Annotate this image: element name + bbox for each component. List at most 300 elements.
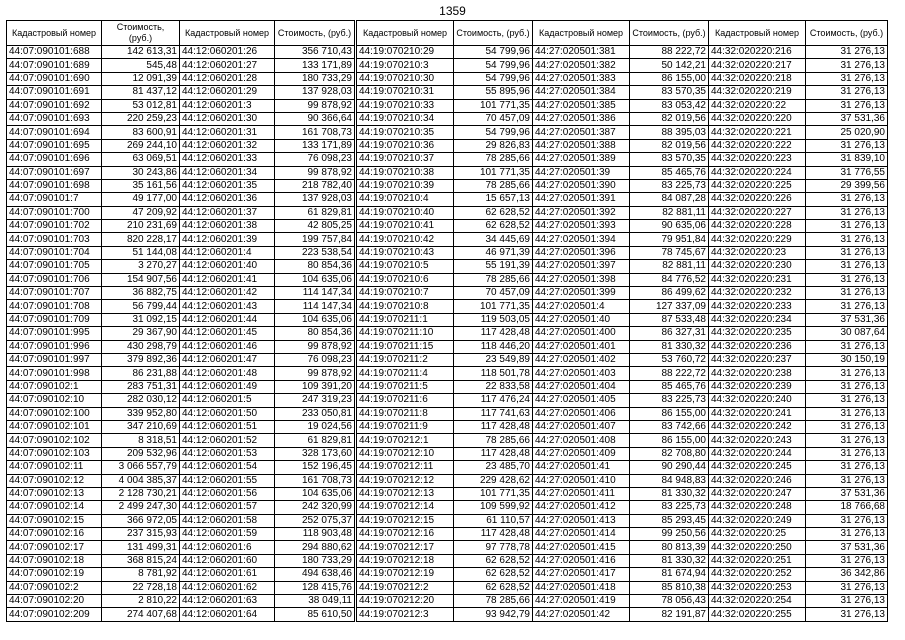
cost-value: 22 728,18 [102,581,180,594]
cadastral-number: 44:07:090101:695 [7,139,102,152]
table-row [709,260,888,273]
table-row [709,608,888,621]
cost-value: 31 276,13 [806,461,888,474]
cost-value: 85 465,76 [630,380,709,393]
cost-value: 49 177,00 [102,193,180,206]
cadastral-number: 44:32:020220:240 [709,394,806,407]
cost-value: 30 243,86 [102,166,180,179]
cadastral-number: 44:32:020220:244 [709,447,806,460]
table-row [709,327,888,340]
table-row [709,86,888,99]
table-row [533,287,709,300]
cost-value: 29 367,90 [102,327,180,340]
cost-value: 117 428,48 [454,528,533,541]
table-row [7,327,180,340]
table-row [709,554,888,567]
table-row [7,340,180,353]
cadastral-number: 44:27:020501:410 [533,474,630,487]
cost-value: 117 476,24 [454,394,533,407]
cost-header: Стоимость, (руб.) [454,21,533,46]
table-row [7,193,180,206]
cost-value: 61 110,57 [454,514,533,527]
table-row [180,501,355,514]
cost-value: 80 854,36 [275,327,355,340]
cost-value: 247 319,23 [275,394,355,407]
cost-value: 31 276,13 [806,193,888,206]
cost-value: 99 878,92 [275,340,355,353]
table-row [709,514,888,527]
cadastral-number: 44:12:060201:62 [180,581,275,594]
table-row [709,287,888,300]
table-row [180,206,355,219]
table-header-row [180,21,355,46]
table-row [709,193,888,206]
cadastral-number-header: Кадастровый номер [180,21,275,46]
cost-value: 31 276,13 [806,246,888,259]
cadastral-number: 44:07:090102:101 [7,420,102,433]
table-row [357,487,533,500]
cost-value: 117 741,63 [454,407,533,420]
cost-value: 84 087,28 [630,193,709,206]
table-row [357,153,533,166]
table-row [709,394,888,407]
cadastral-number: 44:27:020501:412 [533,501,630,514]
cost-table-4 [532,20,709,622]
cost-value: 83 742,66 [630,420,709,433]
table-row [709,206,888,219]
table-row [533,608,709,621]
cadastral-number: 44:07:090101:696 [7,153,102,166]
table-row [357,287,533,300]
table-row [180,179,355,192]
cadastral-number: 44:32:020220:218 [709,72,806,85]
cadastral-number: 44:19:070210:33 [357,99,454,112]
cost-value: 31 276,13 [806,420,888,433]
table-row [357,461,533,474]
table-row [357,86,533,99]
cadastral-number-header: Кадастровый номер [357,21,454,46]
cost-value: 90 366,64 [275,112,355,125]
cost-value: 31 276,13 [806,514,888,527]
cost-value: 99 878,92 [275,367,355,380]
cost-value: 99 250,56 [630,528,709,541]
table-row [357,59,533,72]
table-row [709,179,888,192]
cost-value: 2 499 247,30 [102,501,180,514]
cost-value: 99 878,92 [275,166,355,179]
cost-value: 283 751,31 [102,380,180,393]
cadastral-number: 44:07:090102:11 [7,461,102,474]
cost-value: 101 771,35 [454,99,533,112]
table-row [357,260,533,273]
table-row [709,59,888,72]
table-row [533,327,709,340]
table-row [7,501,180,514]
cost-value: 31 276,13 [806,72,888,85]
cost-value: 820 228,17 [102,233,180,246]
cost-value: 8 781,92 [102,568,180,581]
cadastral-number: 44:32:020220:230 [709,260,806,273]
table-row [533,568,709,581]
table-row [709,528,888,541]
cost-value: 31 276,13 [806,260,888,273]
table-row [180,126,355,139]
table-row [180,353,355,366]
table-row [533,407,709,420]
table-row [7,220,180,233]
cadastral-number: 44:07:090102:16 [7,528,102,541]
cost-value: 210 231,69 [102,220,180,233]
table-row [7,541,180,554]
cadastral-number: 44:19:070210:36 [357,139,454,152]
cadastral-number: 44:32:020220:241 [709,407,806,420]
cadastral-number: 44:07:090102:103 [7,447,102,460]
cadastral-number: 44:07:090101:704 [7,246,102,259]
cadastral-number: 44:32:020220:254 [709,595,806,608]
cadastral-number: 44:12:060201:55 [180,474,275,487]
cadastral-number: 44:32:020220:250 [709,541,806,554]
table-row [709,380,888,393]
cost-value: 119 503,05 [454,313,533,326]
table-row [180,59,355,72]
cost-value: 46 971,39 [454,246,533,259]
cost-value: 61 829,81 [275,206,355,219]
table-row [533,166,709,179]
cost-value: 63 069,51 [102,153,180,166]
cadastral-number: 44:12:060201:39 [180,233,275,246]
cadastral-number: 44:07:090101:698 [7,179,102,192]
cost-value: 80 854,36 [275,260,355,273]
cost-value: 133 171,89 [275,139,355,152]
table-row [357,327,533,340]
cost-value: 22 833,58 [454,380,533,393]
cadastral-number: 44:19:070210:31 [357,86,454,99]
cadastral-number: 44:07:090101:691 [7,86,102,99]
table-row [180,300,355,313]
cadastral-number: 44:27:020501:419 [533,595,630,608]
cost-value: 81 330,32 [630,340,709,353]
cadastral-number: 44:32:020220:232 [709,287,806,300]
cost-value: 78 285,66 [454,434,533,447]
cadastral-number: 44:19:070211:6 [357,394,454,407]
cost-value: 3 066 557,79 [102,461,180,474]
cadastral-number: 44:19:070212:15 [357,514,454,527]
cost-value: 128 415,76 [275,581,355,594]
cadastral-number: 44:19:070210:34 [357,112,454,125]
table-row [357,407,533,420]
cadastral-number: 44:12:060201:38 [180,220,275,233]
table-row [533,434,709,447]
cost-value: 47 209,92 [102,206,180,219]
cost-value: 88 222,72 [630,46,709,59]
table-row [357,220,533,233]
table-row [709,273,888,286]
table-row [709,166,888,179]
cost-value: 109 391,20 [275,380,355,393]
cadastral-number: 44:27:020501:406 [533,407,630,420]
table-row [709,367,888,380]
table-row [7,46,180,59]
cadastral-number: 44:27:020501:398 [533,273,630,286]
table-row [357,166,533,179]
cadastral-number: 44:12:060201:50 [180,407,275,420]
cost-value: 31 276,13 [806,581,888,594]
cadastral-number: 44:07:090101:996 [7,340,102,353]
cadastral-number: 44:32:020220:253 [709,581,806,594]
cadastral-number: 44:27:020501:384 [533,86,630,99]
table-row [180,153,355,166]
cadastral-number: 44:07:090102:1 [7,380,102,393]
cadastral-number: 44:12:060201:52 [180,434,275,447]
cadastral-number: 44:12:060201:44 [180,313,275,326]
table-row [533,126,709,139]
cadastral-number: 44:07:090101:7 [7,193,102,206]
table-row [7,380,180,393]
cost-value: 366 972,05 [102,514,180,527]
cadastral-number: 44:12:060201:26 [180,46,275,59]
table-row [180,99,355,112]
cost-value: 62 628,52 [454,220,533,233]
cost-value: 252 075,37 [275,514,355,527]
table-row [533,220,709,233]
cost-value: 31 276,13 [806,220,888,233]
cadastral-number: 44:19:070212:2 [357,581,454,594]
cadastral-number: 44:32:020220:246 [709,474,806,487]
cadastral-number: 44:27:020501:386 [533,112,630,125]
cost-value: 80 813,39 [630,541,709,554]
cadastral-number: 44:27:020501:407 [533,420,630,433]
table-row [7,273,180,286]
table-row [357,233,533,246]
cadastral-number: 44:12:060201:5 [180,394,275,407]
table-row [709,595,888,608]
cadastral-number: 44:27:020501:381 [533,46,630,59]
cadastral-number: 44:27:020501:408 [533,434,630,447]
cost-value: 55 895,96 [454,86,533,99]
cadastral-number: 44:19:070210:7 [357,287,454,300]
cost-value: 142 613,31 [102,46,180,59]
cost-value: 161 708,73 [275,474,355,487]
cost-value: 31 276,13 [806,474,888,487]
table-row [357,340,533,353]
cost-value: 85 465,76 [630,166,709,179]
cost-value: 430 298,79 [102,340,180,353]
cost-value: 70 457,09 [454,112,533,125]
table-row [7,394,180,407]
cadastral-number: 44:32:020220:229 [709,233,806,246]
table-row [533,72,709,85]
cost-value: 90 635,06 [630,220,709,233]
table-row [533,541,709,554]
table-row [180,166,355,179]
table-row [357,434,533,447]
cadastral-number: 44:32:020220:221 [709,126,806,139]
cadastral-number: 44:27:020501:404 [533,380,630,393]
cadastral-number: 44:07:090101:700 [7,206,102,219]
table-row [180,394,355,407]
cost-value: 233 050,81 [275,407,355,420]
table-header-row [7,21,180,46]
cost-value: 85 610,50 [275,608,355,621]
cadastral-number: 44:19:070211:10 [357,327,454,340]
cost-value: 50 142,21 [630,59,709,72]
cost-value: 180 733,29 [275,72,355,85]
table-row [533,99,709,112]
cadastral-number: 44:27:020501:399 [533,287,630,300]
cost-value: 56 799,44 [102,300,180,313]
table-row [7,112,180,125]
cadastral-number: 44:07:090102:15 [7,514,102,527]
table-row [180,367,355,380]
cadastral-number: 44:19:070210:39 [357,179,454,192]
table-row [7,59,180,72]
table-row [533,581,709,594]
cadastral-number: 44:12:060201:27 [180,59,275,72]
cadastral-number: 44:27:020501:401 [533,340,630,353]
table-row [7,568,180,581]
cadastral-number: 44:27:020501:411 [533,487,630,500]
cadastral-number: 44:32:020220:234 [709,313,806,326]
cadastral-number: 44:32:020220:243 [709,434,806,447]
cadastral-number: 44:19:070210:29 [357,46,454,59]
cost-value: 81 437,12 [102,86,180,99]
cadastral-number: 44:19:070211:5 [357,380,454,393]
cadastral-number: 44:27:020501:400 [533,327,630,340]
table-row [7,300,180,313]
cost-value: 152 196,45 [275,461,355,474]
cadastral-number: 44:19:070212:18 [357,554,454,567]
cadastral-number: 44:12:060201:43 [180,300,275,313]
cadastral-number: 44:07:090101:694 [7,126,102,139]
cost-value: 31 839,10 [806,153,888,166]
cadastral-number: 44:19:070210:30 [357,72,454,85]
table-row [357,179,533,192]
table-row [7,514,180,527]
table-row [180,287,355,300]
cost-value: 209 532,96 [102,447,180,460]
cost-value: 54 799,96 [454,126,533,139]
cadastral-number: 44:07:090101:690 [7,72,102,85]
cadastral-number: 44:32:020220:238 [709,367,806,380]
cadastral-number: 44:19:070212:20 [357,595,454,608]
table-row [7,153,180,166]
cadastral-number: 44:32:020220:23 [709,246,806,259]
table-row [180,273,355,286]
table-row [180,420,355,433]
table-row [180,72,355,85]
table-row [709,99,888,112]
cost-value: 53 760,72 [630,353,709,366]
table-row [180,608,355,621]
cadastral-number: 44:19:070210:37 [357,153,454,166]
cost-value: 78 285,66 [454,179,533,192]
table-row [357,608,533,621]
table-row [709,72,888,85]
table-row [533,528,709,541]
cadastral-number: 44:32:020220:223 [709,153,806,166]
table-row [7,166,180,179]
table-row [533,179,709,192]
cost-value: 3 270,27 [102,260,180,273]
table-row [357,273,533,286]
cost-value: 117 428,48 [454,447,533,460]
cadastral-number: 44:27:020501:388 [533,139,630,152]
cadastral-number: 44:27:020501:394 [533,233,630,246]
cost-value: 31 276,13 [806,447,888,460]
table-row [533,461,709,474]
cost-value: 31 776,55 [806,166,888,179]
cost-value: 70 457,09 [454,287,533,300]
cost-value: 85 293,45 [630,514,709,527]
table-row [357,300,533,313]
cadastral-number: 44:07:090101:995 [7,327,102,340]
cost-value: 84 948,83 [630,474,709,487]
cadastral-number: 44:12:060201:29 [180,86,275,99]
cadastral-number: 44:32:020220:25 [709,528,806,541]
cost-value: 38 049,11 [275,595,355,608]
table-row [533,139,709,152]
cadastral-number: 44:07:090102:2 [7,581,102,594]
cadastral-number: 44:27:020501:393 [533,220,630,233]
cost-value: 154 907,56 [102,273,180,286]
cadastral-number: 44:12:060201:32 [180,139,275,152]
cost-value: 82 019,56 [630,139,709,152]
table-row [180,434,355,447]
table-row [533,59,709,72]
table-row [357,99,533,112]
table-row [533,340,709,353]
table-row [533,86,709,99]
cost-value: 379 892,36 [102,353,180,366]
table-row [7,474,180,487]
cadastral-number: 44:07:090102:18 [7,554,102,567]
cadastral-number: 44:12:060201:47 [180,353,275,366]
table-row [7,179,180,192]
cost-value: 83 225,73 [630,394,709,407]
cadastral-number: 44:12:060201:36 [180,193,275,206]
cadastral-number: 44:32:020220:248 [709,501,806,514]
cadastral-number: 44:19:070210:6 [357,273,454,286]
table-row [357,193,533,206]
cadastral-number: 44:12:060201:64 [180,608,275,621]
cost-value: 31 276,13 [806,86,888,99]
table-row [180,86,355,99]
cadastral-number: 44:27:020501:409 [533,447,630,460]
table-row [7,420,180,433]
cadastral-number: 44:19:070210:4 [357,193,454,206]
cadastral-number: 44:19:070210:40 [357,206,454,219]
table-row [533,394,709,407]
cost-value: 90 290,44 [630,461,709,474]
table-row [709,246,888,259]
cadastral-number: 44:32:020220:245 [709,461,806,474]
table-row [709,340,888,353]
table-row [180,487,355,500]
cadastral-number: 44:19:070210:3 [357,59,454,72]
cost-value: 82 881,11 [630,206,709,219]
cost-value: 54 799,96 [454,59,533,72]
table-row [180,327,355,340]
cost-value: 86 327,31 [630,327,709,340]
cadastral-number: 44:27:020501:389 [533,153,630,166]
cost-value: 31 276,13 [806,595,888,608]
table-row [357,353,533,366]
table-row [180,46,355,59]
cadastral-number: 44:19:070212:17 [357,541,454,554]
cost-value: 88 222,72 [630,367,709,380]
table-row [7,246,180,259]
cadastral-number: 44:19:070212:1 [357,434,454,447]
